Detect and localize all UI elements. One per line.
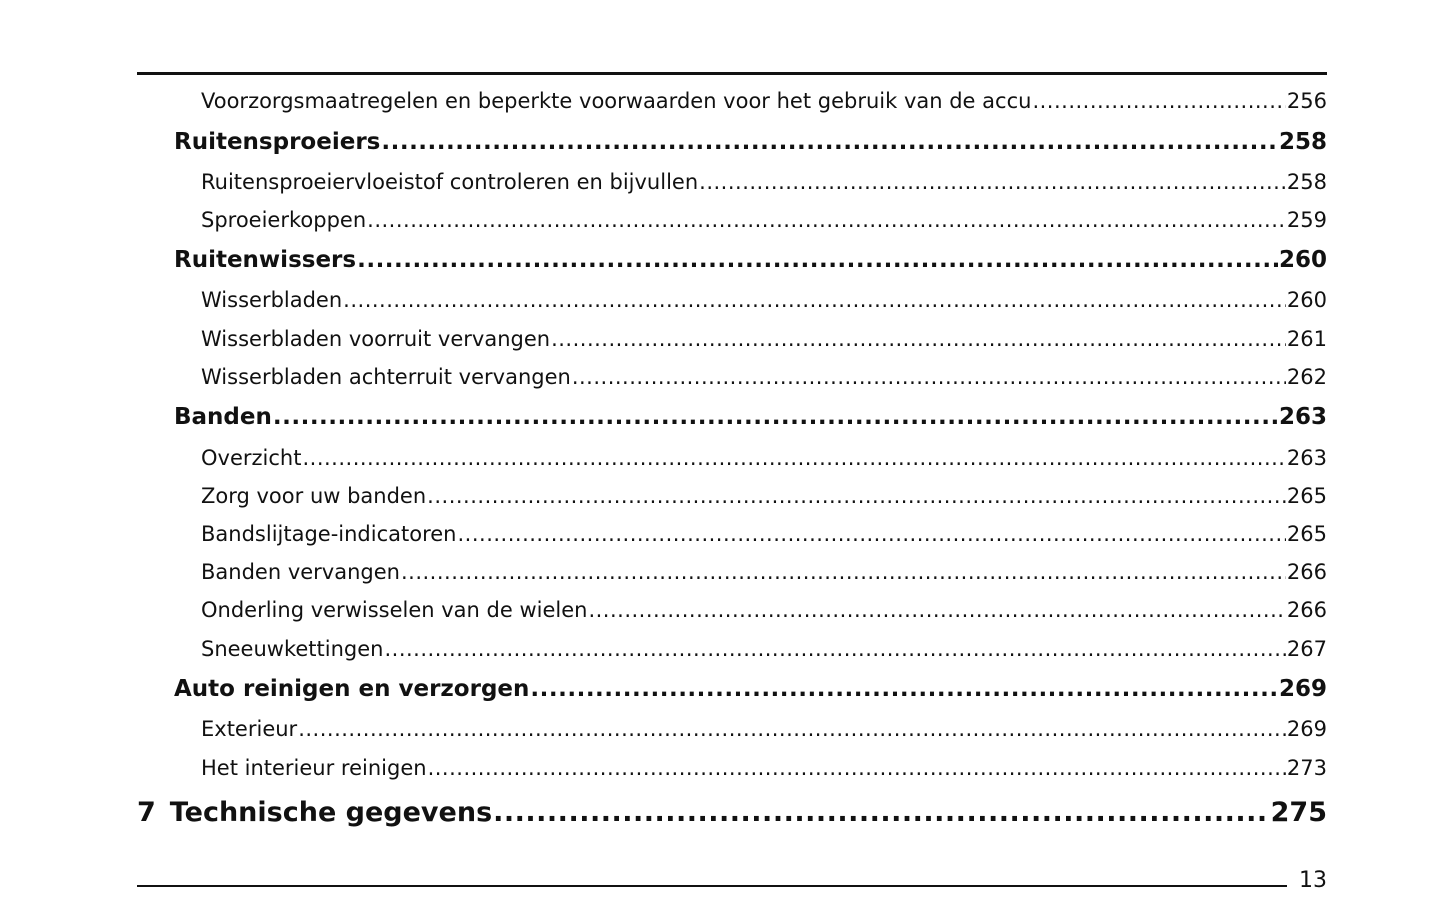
toc-entry-page: 256	[1286, 89, 1327, 113]
toc-section[interactable]	[174, 676, 1327, 708]
toc-entry-title: Wisserbladen	[201, 288, 343, 312]
toc-entry[interactable]	[201, 484, 1327, 514]
top-divider	[137, 72, 1327, 75]
toc-entry-title: Banden vervangen	[201, 560, 400, 584]
dot-leader	[530, 676, 1278, 702]
toc-entry-title: Het interieur reinigen	[201, 756, 427, 780]
toc-entry-page: 266	[1286, 598, 1327, 622]
toc-section-page: 269	[1278, 676, 1327, 702]
dot-leader	[1032, 89, 1285, 113]
toc-entry-title: Overzicht	[201, 446, 302, 470]
chapter-page: 275	[1270, 797, 1327, 828]
toc-entry-title: Bandslijtage-indicatoren	[201, 522, 457, 546]
toc-section[interactable]	[174, 247, 1327, 279]
toc-entry[interactable]	[201, 327, 1327, 357]
toc-section-title: Auto reinigen en verzorgen	[174, 676, 530, 702]
toc-entry-title: Exterieur	[201, 717, 298, 741]
toc-entry-page: 258	[1286, 170, 1327, 194]
toc-chapter[interactable]	[137, 797, 1327, 835]
toc-entry-title: Onderling verwisselen van de wielen	[201, 598, 588, 622]
dot-leader	[427, 484, 1286, 508]
toc-section-title: Ruitenwissers	[174, 247, 357, 273]
toc-entry[interactable]	[201, 717, 1327, 747]
toc-entry-title: Ruitensproeiervloeistof controleren en bijvullen	[201, 170, 699, 194]
dot-leader	[572, 365, 1286, 389]
toc-section-title: Banden	[174, 404, 272, 430]
dot-leader	[381, 129, 1278, 155]
dot-leader	[588, 598, 1285, 622]
toc-entry-page: 259	[1286, 208, 1327, 232]
toc-section[interactable]	[174, 129, 1327, 161]
toc-entry[interactable]	[201, 170, 1327, 200]
toc-entry-page: 265	[1286, 522, 1327, 546]
dot-leader	[343, 288, 1286, 312]
toc-section-page: 260	[1278, 247, 1327, 273]
toc-entry[interactable]	[201, 89, 1327, 119]
dot-leader	[458, 522, 1286, 546]
toc-entry-title: Wisserbladen achterruit vervangen	[201, 365, 571, 389]
chapter-number: 7	[137, 797, 156, 828]
toc-entry-title: Wisserbladen voorruit vervangen	[201, 327, 551, 351]
dot-leader	[699, 170, 1286, 194]
dot-leader	[401, 560, 1286, 584]
dot-leader	[493, 797, 1269, 828]
toc-entry-page: 269	[1286, 717, 1327, 741]
toc-entry[interactable]	[201, 522, 1327, 552]
footer-divider	[137, 885, 1287, 887]
toc-entry[interactable]	[201, 288, 1327, 318]
toc-entry-page: 263	[1286, 446, 1327, 470]
toc-entry-title: Sneeuwkettingen	[201, 637, 384, 661]
toc-entry[interactable]	[201, 637, 1327, 667]
toc-entry[interactable]	[201, 446, 1327, 476]
toc-entry[interactable]	[201, 208, 1327, 238]
dot-leader	[384, 637, 1285, 661]
chapter-title: Technische gegevens	[169, 797, 493, 828]
dot-leader	[357, 247, 1278, 273]
toc-entry-page: 261	[1286, 327, 1327, 351]
toc-entry-page: 273	[1286, 756, 1327, 780]
toc-entry[interactable]	[201, 756, 1327, 786]
toc-entry-page: 265	[1286, 484, 1327, 508]
toc-entry-page: 262	[1286, 365, 1327, 389]
page-number: 13	[1299, 868, 1327, 893]
dot-leader	[298, 717, 1286, 741]
toc-entry-page: 260	[1286, 288, 1327, 312]
page-footer	[137, 864, 1327, 894]
dot-leader	[302, 446, 1285, 470]
toc-section-title: Ruitensproeiers	[174, 129, 381, 155]
toc-entry-title: Sproeierkoppen	[201, 208, 367, 232]
toc-entry-page: 267	[1286, 637, 1327, 661]
dot-leader	[273, 404, 1278, 430]
toc-entry-page: 266	[1286, 560, 1327, 584]
dot-leader	[367, 208, 1286, 232]
toc-section[interactable]	[174, 404, 1327, 436]
toc-section-page: 258	[1278, 129, 1327, 155]
toc-entry-title: Zorg voor uw banden	[201, 484, 427, 508]
toc-entry[interactable]	[201, 365, 1327, 395]
dot-leader	[551, 327, 1286, 351]
toc-entry[interactable]	[201, 560, 1327, 590]
toc-entry[interactable]	[201, 598, 1327, 628]
toc-section-page: 263	[1278, 404, 1327, 430]
toc-entry-title: Voorzorgsmaatregelen en beperkte voorwaarden voor het gebruik van de accu	[201, 89, 1032, 113]
dot-leader	[428, 756, 1286, 780]
